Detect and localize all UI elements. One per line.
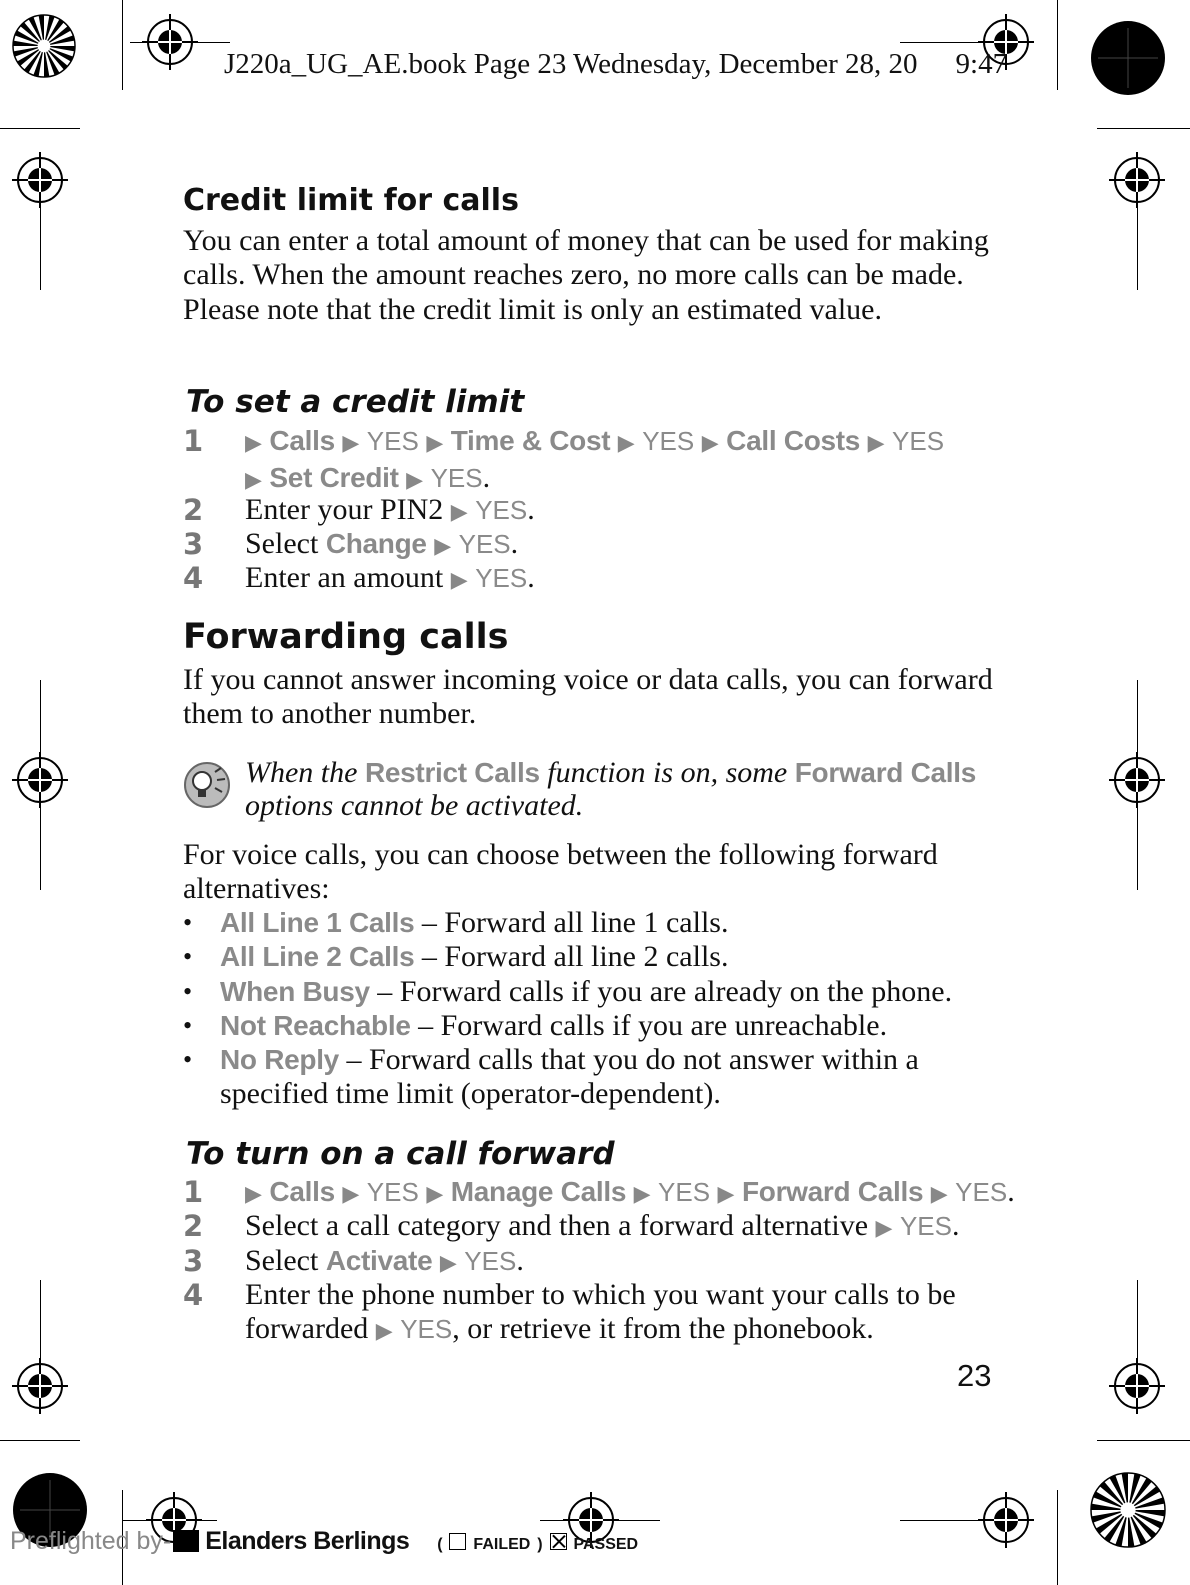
arrow-right-icon: ▶ [450, 500, 468, 525]
arrow-right-icon: ▶ [426, 1182, 444, 1207]
arrow-right-icon: ▶ [439, 1251, 457, 1276]
arrow-right-icon: ▶ [342, 1182, 360, 1207]
step-body: ▶ Calls ▶ YES ▶ Time & Cost ▶ YES ▶ Call Costs ▶ YES ▶ Set Credit ▶ YES. [245, 425, 945, 495]
arrow-right-icon: ▶ [717, 1182, 735, 1207]
key-yes: YES [464, 1246, 517, 1276]
step-text: Enter an amount [245, 561, 444, 594]
alternative-name: All Line 2 Calls [220, 941, 415, 972]
preflight-stamp: Preflighted by- Elanders Berlings ( FAILED ) PASSED [10, 1527, 639, 1555]
step-number: 1 [183, 424, 204, 458]
arrow-right-icon: ▶ [245, 468, 262, 494]
crop-mark [0, 1440, 80, 1441]
menu-item-restrict-calls: Restrict Calls [364, 757, 540, 788]
menu-item-calls: Calls [269, 425, 335, 456]
section-title-forwarding: Forwarding calls [183, 617, 509, 657]
tip-note [245, 756, 1005, 822]
arrow-right-icon: ▶ [342, 431, 360, 456]
alternative-desc: – Forward calls if you are already on the phone. [377, 975, 953, 1008]
step-number: 3 [183, 1244, 204, 1278]
menu-item-call-costs: Call Costs [726, 425, 861, 456]
menu-item-set-credit: Set Credit [269, 462, 399, 494]
bullet-icon: • [183, 977, 193, 1006]
arrow-right-icon: ▶ [450, 568, 468, 593]
step-body: Enter your PIN2 ▶ YES. [245, 493, 535, 526]
key-yes: YES [899, 1211, 952, 1241]
key-yes: YES [642, 426, 695, 456]
menu-item-manage-calls: Manage Calls [450, 1176, 627, 1207]
alternative-name: All Line 1 Calls [220, 907, 415, 938]
step-number: 3 [183, 527, 204, 561]
forwarding-intro: For voice calls, you can choose between the following forward alternatives: [183, 838, 938, 906]
key-yes: YES [892, 426, 945, 456]
alternative-desc: – Forward all line 1 calls. [421, 906, 729, 939]
bullet-icon: • [183, 942, 193, 971]
crop-mark [1057, 1490, 1058, 1585]
arrow-right-icon: ▶ [701, 431, 719, 456]
menu-item-calls: Calls [269, 1176, 335, 1207]
key-yes: YES [366, 1177, 419, 1207]
step-4 [183, 561, 1023, 595]
bullet-icon: • [183, 1011, 193, 1040]
step-number: 4 [183, 561, 204, 595]
note-text: function is on, some [547, 756, 788, 789]
arrow-right-icon: ▶ [434, 534, 452, 559]
tip-lightbulb-icon [181, 760, 233, 810]
step-body [245, 1278, 1015, 1350]
star-target-icon [12, 14, 76, 78]
subheading-set-credit-limit: To set a credit limit [186, 384, 525, 420]
menu-item-activate: Activate [325, 1245, 433, 1276]
step-1 [183, 1175, 1023, 1209]
subheading-turn-on-forward: To turn on a call forward [186, 1136, 615, 1172]
step-body: Select Activate ▶ YES. [245, 1244, 524, 1277]
brand-name: Elanders Berlings [205, 1527, 410, 1555]
passed-checkbox [550, 1533, 567, 1550]
failed-label: FAILED [473, 1536, 531, 1553]
step-number: 2 [183, 493, 204, 527]
step-body: Select a call category and then a forward alternative ▶ YES. [245, 1209, 960, 1242]
step-number: 2 [183, 1209, 204, 1243]
crop-mark [1097, 1440, 1190, 1441]
menu-item-forward-calls: Forward Calls [794, 757, 976, 788]
passed-label: PASSED [573, 1536, 639, 1553]
key-yes: YES [400, 1314, 453, 1345]
key-yes: YES [658, 1177, 711, 1207]
arrow-right-icon: ▶ [406, 468, 424, 494]
step-body: Select Change ▶ YES. [245, 527, 519, 560]
credit-limit-body: You can enter a total amount of money that can be used for making calls. When the amount reaches zero, no more calls can be made. Please note that the credit limit is only an estimated value. [183, 224, 989, 326]
arrow-right-icon: ▶ [375, 1319, 393, 1345]
registration-mark-icon [978, 1492, 1034, 1548]
registration-mark-icon [12, 152, 68, 208]
arrow-right-icon: ▶ [867, 431, 885, 456]
key-yes: YES [475, 495, 528, 525]
note-text: When the [245, 756, 358, 789]
arrow-right-icon: ▶ [617, 431, 635, 456]
alternative-desc: – Forward calls if you are unreachable. [418, 1009, 888, 1042]
arrow-right-icon: ▶ [245, 431, 262, 456]
brand-logo-icon [173, 1530, 199, 1552]
crop-mark [122, 0, 123, 90]
bullet-icon: • [183, 908, 193, 937]
step-3 [183, 527, 1023, 561]
alternative-desc: – Forward calls that you do not answer within a specified time limit (operator-dependent). [220, 1043, 919, 1111]
key-yes: YES [458, 529, 511, 559]
registration-mark-icon [12, 1358, 68, 1414]
star-target-icon [1090, 1472, 1166, 1548]
step-text: Enter your PIN2 [245, 493, 444, 526]
step-text: Enter the phone number to which you want your calls to be forwarded [245, 1278, 956, 1346]
running-header [224, 48, 1007, 81]
menu-item-time-cost: Time & Cost [450, 425, 611, 456]
key-yes: YES [955, 1177, 1008, 1207]
step-body: Enter an amount ▶ YES. [245, 561, 535, 594]
crop-mark [1097, 128, 1190, 129]
step-3 [183, 1244, 1023, 1278]
note-text: options cannot be activated. [245, 789, 584, 822]
step-text: Select [245, 527, 319, 560]
key-yes: YES [475, 563, 528, 593]
crop-mark [0, 128, 80, 129]
forwarding-body: If you cannot answer incoming voice or data calls, you can forward them to another number. [183, 663, 993, 731]
menu-item-change: Change [325, 528, 427, 559]
step-4 [183, 1278, 1023, 1348]
key-yes: YES [430, 463, 483, 494]
step-text-tail: , or retrieve it from the phonebook. [452, 1312, 874, 1346]
step-2 [183, 1209, 1023, 1243]
registration-mark-icon [142, 14, 198, 70]
registration-mark-icon [1109, 1358, 1165, 1414]
bullet-icon: • [183, 1045, 193, 1074]
menu-item-forward-calls: Forward Calls [741, 1176, 924, 1207]
arrow-right-icon: ▶ [426, 431, 444, 456]
step-1 [183, 424, 1023, 494]
alternative-name: No Reply [220, 1044, 339, 1075]
key-yes: YES [366, 426, 419, 456]
preflight-label: Preflighted by [10, 1527, 163, 1555]
crop-mark [1137, 200, 1138, 290]
step-text: Select [245, 1244, 319, 1277]
registration-mark-icon [12, 752, 68, 808]
crop-mark [40, 200, 41, 290]
step-2 [183, 493, 1023, 527]
arrow-right-icon: ▶ [633, 1182, 651, 1207]
registration-mark-icon [1109, 152, 1165, 208]
step-body: ▶ Calls ▶ YES ▶ Manage Calls ▶ YES ▶ Forward Calls ▶ YES. [245, 1175, 1015, 1208]
alternative-desc: – Forward all line 2 calls. [421, 940, 729, 973]
section-title-credit-limit: Credit limit for calls [183, 183, 519, 218]
arrow-right-icon: ▶ [875, 1216, 893, 1241]
failed-checkbox [449, 1533, 466, 1550]
alternative-name: Not Reachable [220, 1010, 411, 1041]
step-number: 4 [183, 1278, 204, 1312]
density-disc-icon [1090, 20, 1166, 96]
running-header-time: 9:47 [955, 48, 1008, 80]
registration-mark-icon [1109, 752, 1165, 808]
step-text: Select a call category and then a forward alternative [245, 1209, 869, 1242]
arrow-right-icon: ▶ [930, 1182, 948, 1207]
running-header-text: J220a_UG_AE.book Page 23 Wednesday, December 28, 20 [224, 48, 918, 80]
page-number: 23 [957, 1358, 992, 1393]
alternative-name: When Busy [220, 976, 370, 1007]
arrow-right-icon: ▶ [245, 1182, 262, 1207]
step-number: 1 [183, 1175, 204, 1209]
crop-mark [1057, 0, 1058, 90]
